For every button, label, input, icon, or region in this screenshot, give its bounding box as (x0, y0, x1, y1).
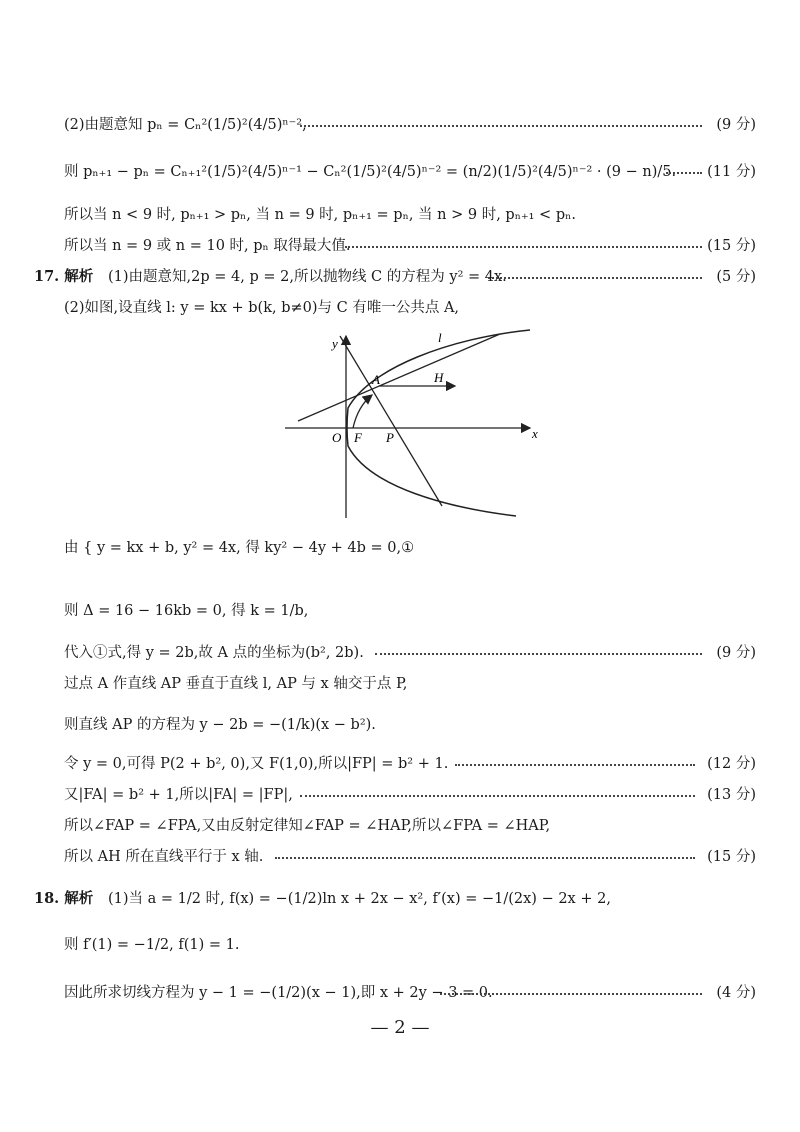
dot-leader (666, 172, 702, 174)
score: (15 分) (707, 238, 756, 254)
solution-line (0, 157, 800, 187)
line-text: 则 Δ = 16 − 16kb = 0, 得 k = 1/b, (64, 603, 309, 619)
dot-leader (345, 246, 702, 248)
label-P: P (386, 430, 394, 445)
score: (4 分) (716, 985, 756, 1001)
line-text: (1)当 a = 1/2 时, f(x) = −(1/2)ln x + 2x − x², f′(x) = −1/(2x) − 2x + 2, (108, 891, 611, 907)
solution-line (0, 749, 800, 779)
line-text: 则 pₙ₊₁ − pₙ = Cₙ₊₁²(1/5)²(4/5)ⁿ⁻¹ − Cₙ²(1/5)²(4/5)ⁿ⁻² = (n/2)(1/5)²(4/5)ⁿ⁻² · (9 − n)/5. (64, 164, 677, 180)
problem-number: 17. 解析 (34, 268, 94, 285)
parabola-figure (280, 328, 545, 528)
focus-ray-FA (353, 395, 372, 428)
solution-line (0, 930, 800, 960)
line-text: 所以 AH 所在直线平行于 x 轴. (64, 849, 264, 865)
dot-leader (300, 795, 695, 797)
solution-line (0, 811, 800, 841)
line-text: 则直线 AP 的方程为 y − 2b = −(1/k)(x − b²). (64, 717, 376, 733)
label-x: x (532, 426, 538, 441)
solution-line (0, 596, 800, 626)
solution-line (0, 978, 800, 1008)
line-text: (2)如图,设直线 l: y = kx + b(k, b≠0)与 C 有唯一公共点 A, (64, 300, 460, 316)
solution-line (0, 110, 800, 140)
solution-line (0, 200, 800, 230)
line-text: 因此所求切线方程为 y − 1 = −(1/2)(x − 1),即 x + 2y − 3 = 0. (64, 985, 493, 1001)
solution-line (0, 710, 800, 740)
dot-leader (488, 277, 702, 279)
label-O: O (332, 430, 342, 445)
line-text: 过点 A 作直线 AP 垂直于直线 l, AP 与 x 轴交于点 P, (64, 676, 408, 692)
score: (11 分) (707, 164, 756, 180)
line-text: 又|FA| = b² + 1,所以|FA| = |FP|, (64, 787, 293, 803)
line-text: 由 { y = kx + b, y² = 4x, 得 ky² − 4y + 4b = 0,① (64, 540, 415, 556)
line-text: 所以∠FAP = ∠FPA,又由反射定律知∠FAP = ∠HAP,所以∠FPA = ∠HAP, (64, 818, 551, 834)
label-F: F (354, 430, 362, 445)
solution-line (0, 231, 800, 261)
dot-leader (455, 764, 695, 766)
label-l: l (438, 330, 442, 345)
solution-line (0, 293, 800, 323)
label-H: H (434, 370, 444, 385)
label-y: y (332, 336, 338, 351)
dot-leader (275, 857, 695, 859)
parabola-curve (347, 330, 530, 516)
solution-line (0, 780, 800, 810)
line-text: (1)由题意知,2p = 4, p = 2,所以抛物线 C 的方程为 y² = 4x. (108, 269, 507, 285)
score: (5 分) (716, 269, 756, 285)
solution-line (0, 842, 800, 872)
solution-line (0, 884, 800, 914)
solution-line (0, 638, 800, 668)
solution-line (0, 669, 800, 699)
solution-line (0, 533, 800, 563)
problem-number: 18. 解析 (34, 890, 94, 907)
score: (9 分) (716, 117, 756, 133)
dot-leader (375, 653, 702, 655)
dot-leader (440, 993, 702, 995)
line-text: (2)由题意知 pₙ = Cₙ²(1/5)²(4/5)ⁿ⁻², (64, 117, 307, 133)
label-A: A (372, 372, 380, 387)
dot-leader (300, 125, 702, 127)
score: (12 分) (707, 756, 756, 772)
score: (15 分) (707, 849, 756, 865)
score: (13 分) (707, 787, 756, 803)
line-text: 所以当 n = 9 或 n = 10 时, pₙ 取得最大值. (64, 238, 351, 254)
tangent-line-l (298, 334, 500, 421)
line-text: 令 y = 0,可得 P(2 + b², 0),又 F(1,0),所以|FP| = b² + 1. (64, 756, 449, 772)
score: (9 分) (716, 645, 756, 661)
line-text: 则 f′(1) = −1/2, f(1) = 1. (64, 937, 240, 953)
line-text: 所以当 n < 9 时, pₙ₊₁ > pₙ, 当 n = 9 时, pₙ₊₁ = pₙ, 当 n > 9 时, pₙ₊₁ < pₙ. (64, 207, 576, 223)
line-text: 代入①式,得 y = 2b,故 A 点的坐标为(b², 2b). (64, 645, 364, 661)
page-number: — 2 — (370, 1017, 430, 1038)
solution-line (0, 262, 800, 292)
